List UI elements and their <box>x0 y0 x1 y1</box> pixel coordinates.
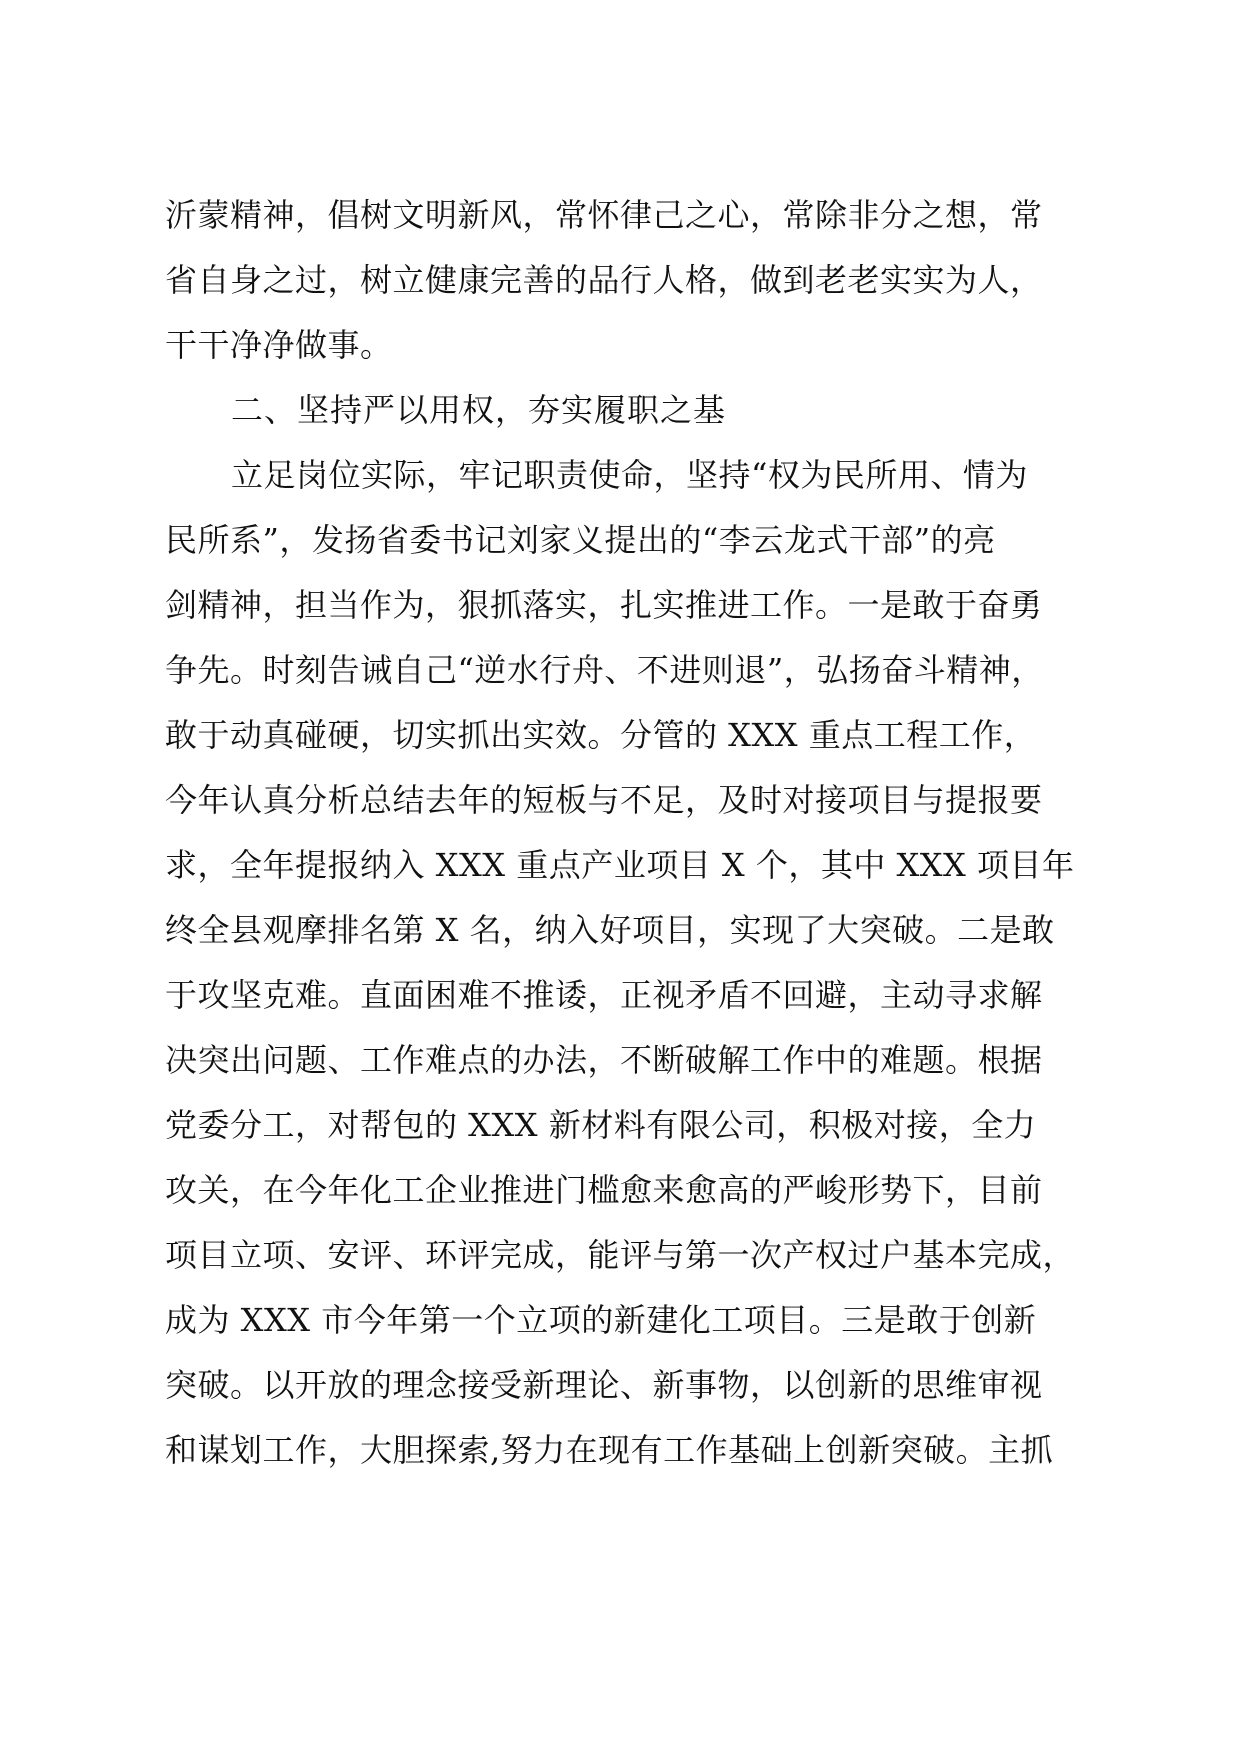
text-line: 终全县观摩排名第 X 名，纳入好项目，实现了大突破。二是敢 <box>165 911 1055 949</box>
text-line: 干干净净做事。 <box>165 326 393 364</box>
paragraph-first-line: 立足岗位实际，牢记职责使命，坚持“权为民所用、情为 <box>231 456 1028 494</box>
text-line: 项目立项、安评、环评完成，能评与第一次产权过户基本完成， <box>165 1236 1076 1274</box>
document-body <box>165 183 1095 1483</box>
text-line: 成为 XXX 市今年第一个立项的新建化工项目。三是敢于创新 <box>165 1301 1037 1339</box>
text-line: 突破。以开放的理念接受新理论、新事物，以创新的思维审视 <box>165 1366 1043 1404</box>
text-line: 党委分工，对帮包的 XXX 新材料有限公司，积极对接，全力 <box>165 1106 1037 1144</box>
text-line: 剑精神，担当作为，狠抓落实，扎实推进工作。一是敢于奋勇 <box>165 586 1043 624</box>
text-line: 求，全年提报纳入 XXX 重点产业项目 X 个，其中 XXX 项目年 <box>165 846 1075 884</box>
section-heading: 二、坚持严以用权，夯实履职之基 <box>231 391 727 429</box>
text-line: 和谋划工作，大胆探索,努力在现有工作基础上创新突破。主抓 <box>165 1431 1054 1469</box>
text-line: 省自身之过，树立健康完善的品行人格，做到老老实实为人， <box>165 261 1043 299</box>
text-line: 今年认真分析总结去年的短板与不足，及时对接项目与提报要 <box>165 781 1043 819</box>
text-line: 沂蒙精神，倡树文明新风，常怀律己之心，常除非分之想，常 <box>165 196 1043 234</box>
text-line: 决突出问题、工作难点的办法，不断破解工作中的难题。根据 <box>165 1041 1043 1079</box>
text-line: 民所系”，发扬省委书记刘家义提出的“李云龙式干部”的亮 <box>165 521 996 559</box>
text-line: 争先。时刻告诫自己“逆水行舟、不进则退”，弘扬奋斗精神， <box>165 651 1044 689</box>
text-line: 敢于动真碰硬，切实抓出实效。分管的 XXX 重点工程工作， <box>165 716 1037 754</box>
text-line: 攻关，在今年化工企业推进门槛愈来愈高的严峻形势下，目前 <box>165 1171 1043 1209</box>
text-line: 于攻坚克难。直面困难不推诿，正视矛盾不回避，主动寻求解 <box>165 976 1043 1014</box>
